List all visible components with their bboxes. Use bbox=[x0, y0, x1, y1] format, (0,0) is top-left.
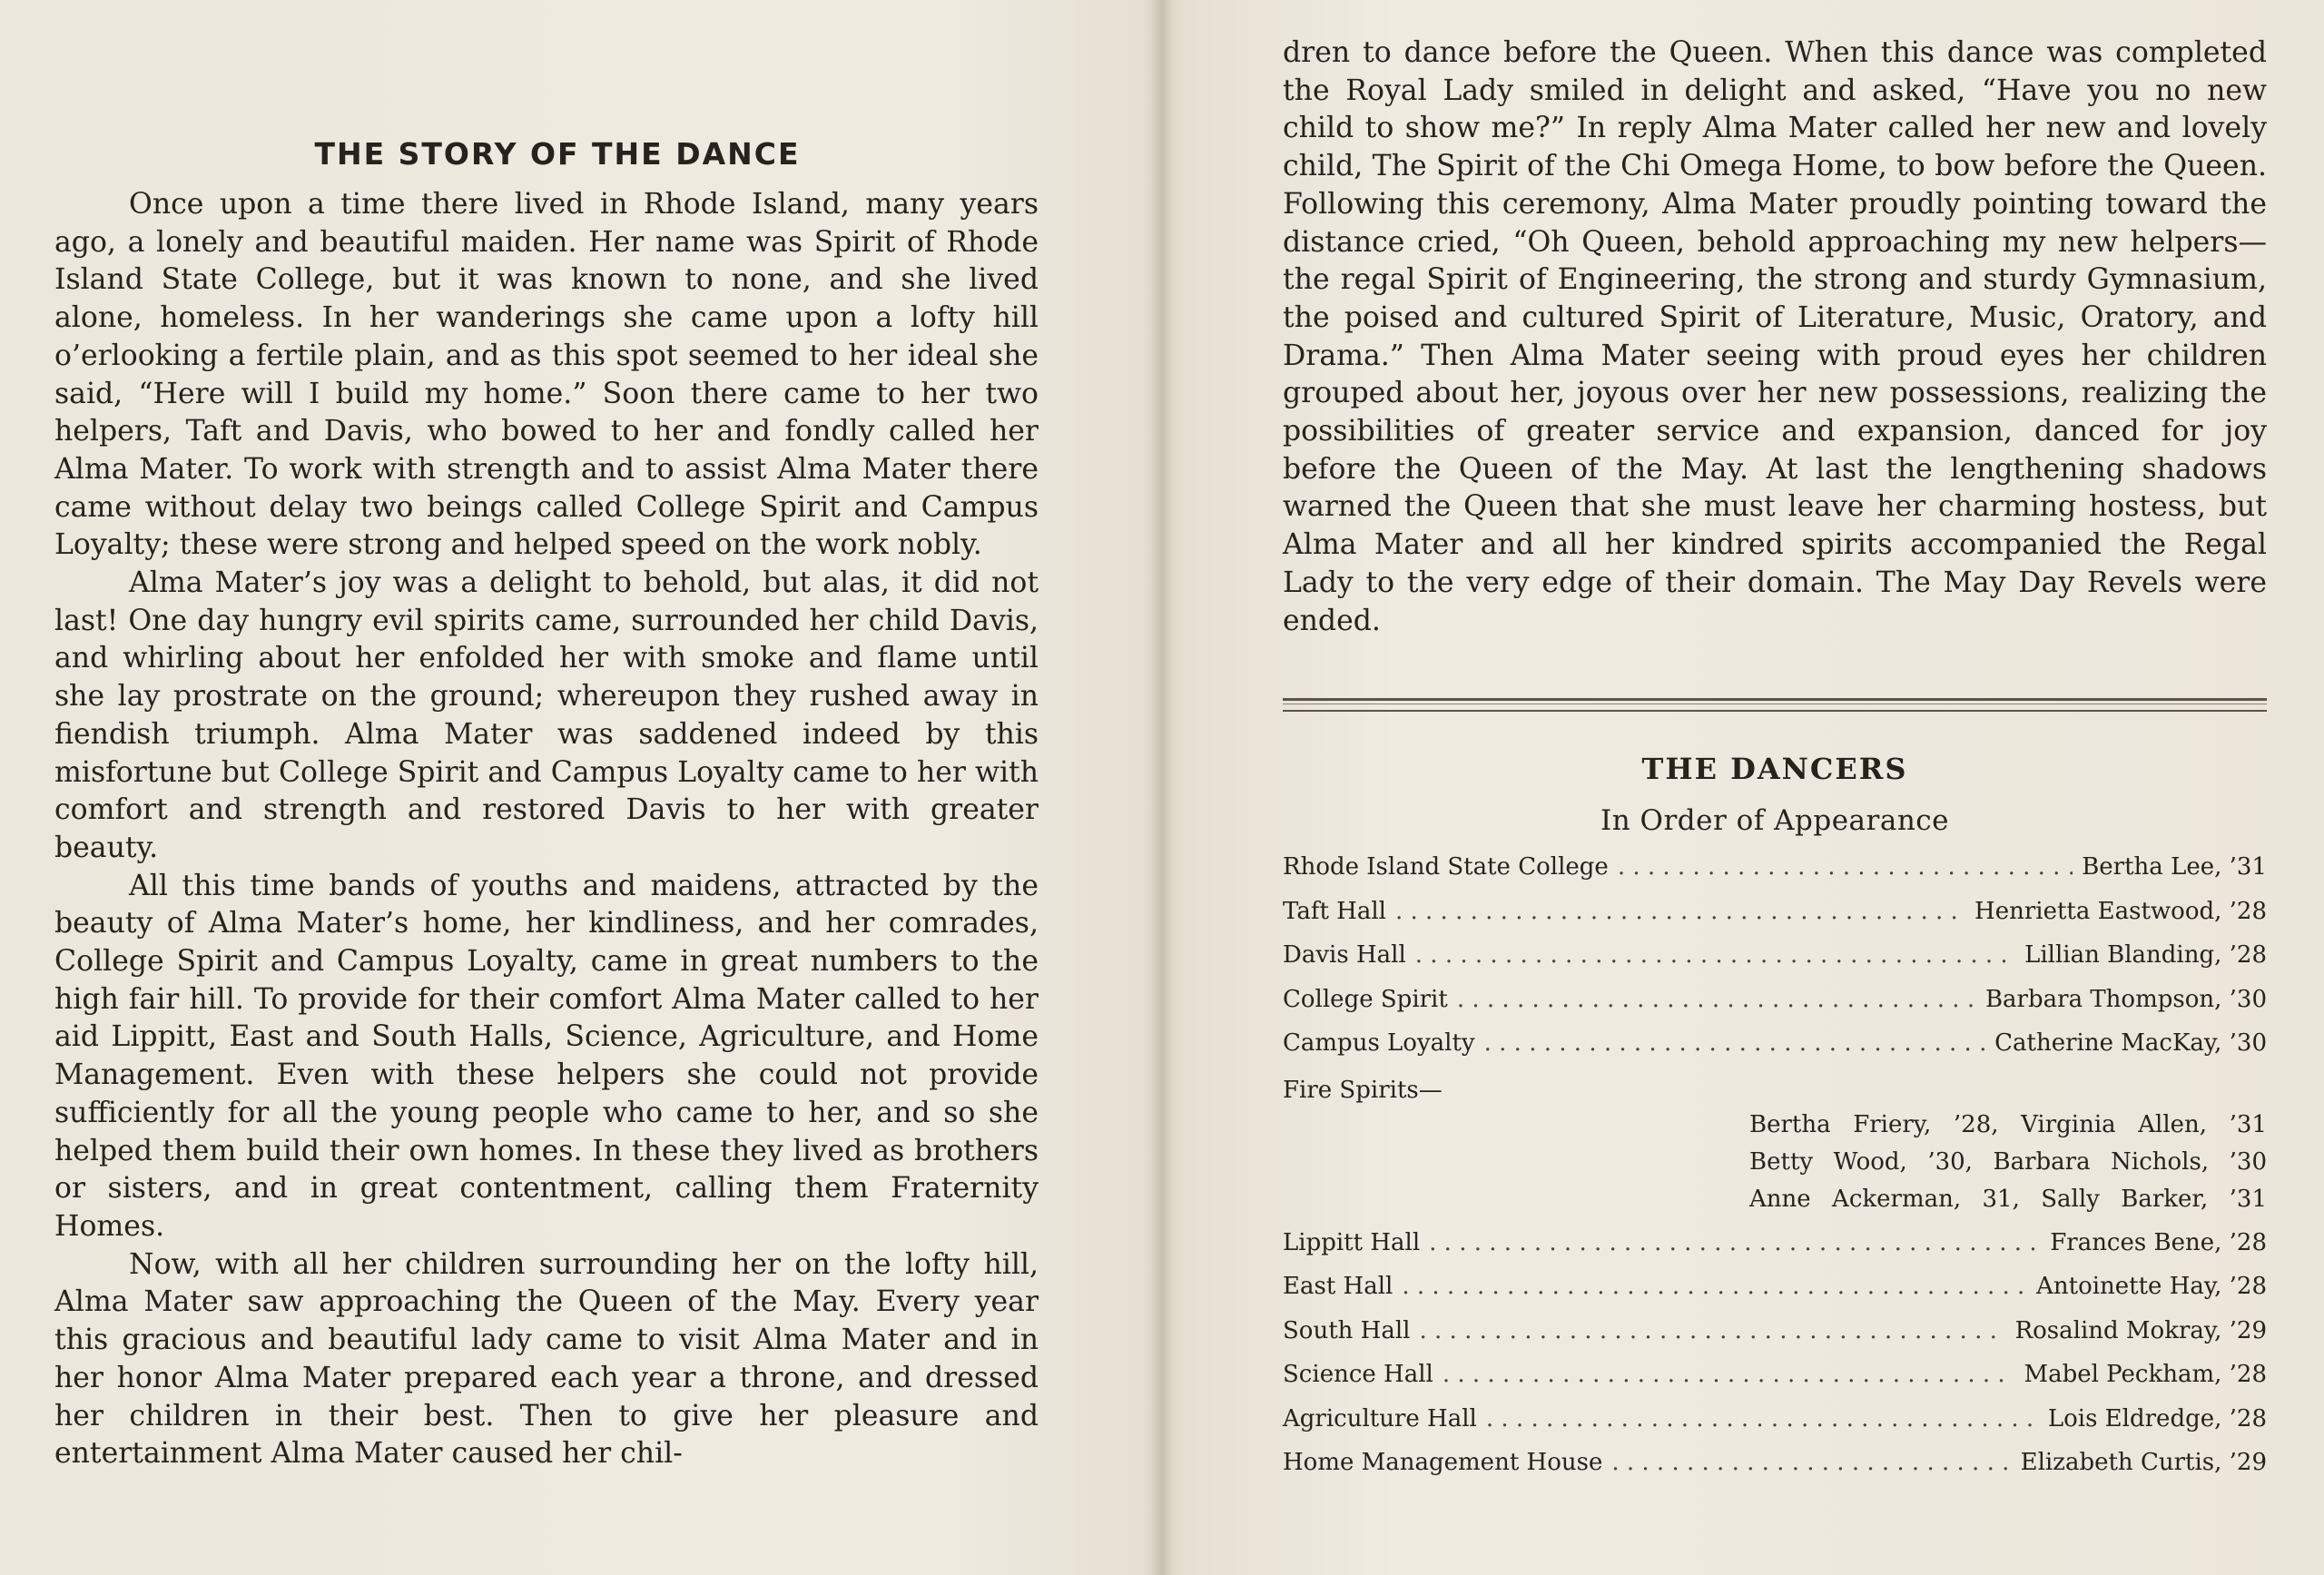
cast-row bbox=[1283, 1405, 2267, 1450]
story-title: THE STORY OF THE DANCE bbox=[314, 136, 801, 172]
cast-actor: Bertha Lee, ’31 bbox=[2082, 853, 2267, 881]
leader-dots bbox=[1415, 941, 2015, 969]
cast-row bbox=[1283, 898, 2267, 942]
cast-role: Campus Loyalty bbox=[1283, 1029, 1475, 1058]
cast-role: Agriculture Hall bbox=[1283, 1404, 1477, 1432]
cast-role: Science Hall bbox=[1283, 1361, 1433, 1389]
cast-role: Rhode Island State College bbox=[1283, 853, 1609, 881]
cast-row bbox=[1283, 1449, 2267, 1493]
leader-dots bbox=[1429, 1229, 2041, 1256]
leader-dots bbox=[1443, 1361, 2015, 1388]
cast-row bbox=[1283, 1273, 2267, 1317]
leader-dots bbox=[1486, 1405, 2039, 1432]
cast-role: Taft Hall bbox=[1283, 897, 1386, 925]
cast-actor: Elizabeth Curtis, ’29 bbox=[2020, 1449, 2267, 1477]
cast-row bbox=[1283, 1029, 2267, 1074]
fire-spirits-label: Fire Spirits— bbox=[1283, 1076, 1443, 1104]
leader-dots bbox=[1395, 898, 1965, 925]
story-continuation: dren to dance before the Queen. When this dance was completed the Royal Lady smiled in delight and asked, “Have you no new child to show me?” In reply Alma Mater called her new and lovely child, The Spirit of the Chi Omega Home, to bow before the Queen. Following this ceremony, Alma Mater proudly pointing toward the distance cried, “Oh Queen, behold approaching my new helpers—the regal Spirit of Engineering, the strong and sturdy Gymnasium, the poised and cultured Spirit of Literature, Music, Oratory, and Drama.” Then Alma Mater seeing with proud eyes her children grouped about her, joyous over her new possessions, realizing the possibilities of greater service and expansion, danced for joy before the Queen of the May. At last the lengthening shadows warned the Queen that she must leave her charming hostess, but Alma Mater and all her kindred spirits accompanied the Regal Lady to the very edge of their domain. The May Day Revels were ended. bbox=[1283, 36, 2267, 637]
cast-actor: Lillian Blanding, ’28 bbox=[2024, 941, 2267, 970]
cast-actor: Catherine MacKay, ’30 bbox=[1994, 1029, 2267, 1058]
story-paragraph-3: All this time bands of youths and maidens, attracted by the beauty of Alma Mater’s home, her kindliness, and her comrades, College Spirit and Campus Loyalty, came in great numbers to the high fair hill. To provide for their comfort Alma Mater called to her aid Lippitt, East and South Halls, Science, Agriculture, and Home Management. Even with these helpers she could not provide sufficiently for all the young people who came to her, and so she helped them build their own homes. In these they lived as brothers or sisters, and in great contentment, calling them Fraternity Homes. bbox=[54, 869, 1039, 1243]
leader-dots bbox=[1618, 853, 2073, 881]
cast-row bbox=[1283, 1229, 2267, 1274]
cast-actor: Henrietta Eastwood, ’28 bbox=[1974, 897, 2267, 925]
story-paragraph-2: Alma Mater’s joy was a delight to behold, but alas, it did not last! One day hungry evil spirits came, surrounded her child Davis, and whirling about her enfolded her with smoke and flame until she lay prostrate on the ground; whereupon they rushed away in fiendish triumph. Alma Mater was saddened indeed by this misfortune but College Spirit and Campus Loyalty came to her with comfort and strength and restored Davis to her with greater beauty. bbox=[54, 566, 1039, 864]
story-paragraph-1: Once upon a time there lived in Rhode Island, many years ago, a lonely and beautiful maiden. Her name was Spirit of Rhode Island State College, but it was known to none, and she lived alone, homeless. In her wanderings she came upon a lofty hill o’erlooking a fertile plain, and as this spot seemed to her ideal she said, “Here will I build my home.” Soon there came to her two helpers, Taft and Davis, who bowed to her and fondly called her Alma Mater. To work with strength and to assist Alma Mater there came without delay two beings called College Spirit and Campus Loyalty; these were strong and helped speed on the work nobly. bbox=[54, 188, 1039, 562]
leader-dots bbox=[1419, 1317, 2005, 1344]
cast-actor: Lois Eldredge, ’28 bbox=[2047, 1404, 2267, 1432]
cast-role: Davis Hall bbox=[1283, 941, 1406, 970]
dancers-title: THE DANCERS bbox=[1641, 752, 1908, 787]
cast-actor: Barbara Thompson, ’30 bbox=[1984, 985, 2267, 1013]
cast-row bbox=[1283, 1361, 2267, 1405]
cast-role: College Spirit bbox=[1283, 985, 1448, 1013]
cast-row bbox=[1283, 986, 2267, 1030]
cast-actor: Rosalind Mokray, ’29 bbox=[2014, 1316, 2267, 1344]
dancers-subtitle: In Order of Appearance bbox=[1600, 804, 1950, 838]
leader-dots bbox=[1611, 1449, 2011, 1476]
cast-role: East Hall bbox=[1283, 1273, 1393, 1301]
story-paragraph-4: Now, with all her children surrounding her on the lofty hill, Alma Mater saw approaching the Queen of the May. Every year this gracious and beautiful lady came to visit Alma Mater and in her honor Alma Mater prepared each year a throne, and dressed her children in their best. Then to give her pleasure and entertainment Alma Mater caused her chil- bbox=[54, 1247, 1039, 1471]
cast-role: Lippitt Hall bbox=[1283, 1228, 1421, 1256]
leader-dots bbox=[1457, 986, 1976, 1013]
cast-role: Home Management House bbox=[1283, 1449, 1603, 1477]
cast-row bbox=[1283, 853, 2267, 898]
cast-role: South Hall bbox=[1283, 1316, 1411, 1344]
fire-spirits-line: Anne Ackerman, 31, Sally Barker, ’31 bbox=[1749, 1185, 2267, 1213]
cast-actor: Antoinette Hay, ’28 bbox=[2036, 1273, 2267, 1301]
cast-actor: Mabel Peckham, ’28 bbox=[2024, 1361, 2267, 1389]
section-divider bbox=[1283, 698, 2267, 712]
fire-spirits-line: Betty Wood, ’30, Barbara Nichols, ’30 bbox=[1749, 1147, 2267, 1176]
cast-actor: Frances Bene, ’28 bbox=[2050, 1228, 2267, 1256]
right-page bbox=[1283, 34, 2267, 1493]
cast-row bbox=[1283, 941, 2267, 986]
left-page bbox=[54, 136, 1039, 1473]
cast-list bbox=[1283, 853, 2267, 1493]
page-gutter bbox=[1151, 0, 1173, 1575]
leader-dots bbox=[1484, 1029, 1986, 1057]
fire-spirits-line: Bertha Friery, ’28, Virginia Allen, ’31 bbox=[1749, 1110, 2267, 1138]
cast-row bbox=[1283, 1317, 2267, 1362]
leader-dots bbox=[1402, 1273, 2027, 1300]
fire-spirits-names bbox=[1283, 1107, 2267, 1218]
